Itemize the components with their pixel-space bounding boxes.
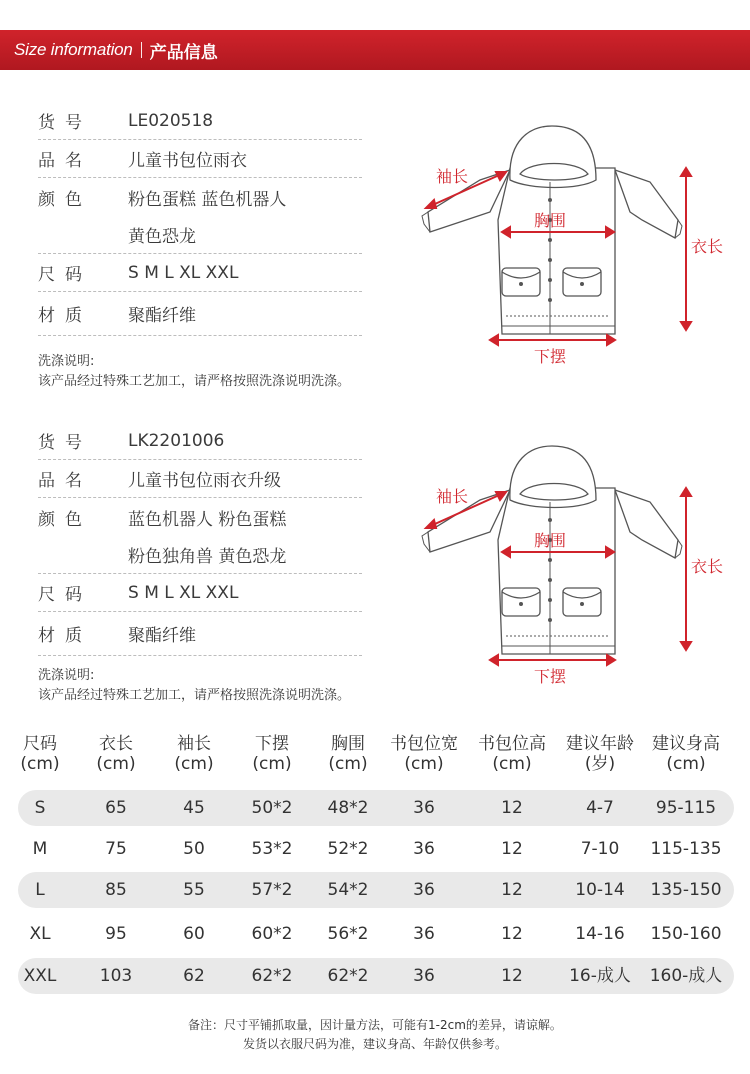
label-hem: 下摆 [534,667,567,686]
table-cell: M [32,839,48,859]
raincoat-diagram-1 [410,120,740,366]
spec-value: 黄色恐龙 [128,227,196,247]
label-hem: 下摆 [534,347,567,366]
spec-key: 材质 [38,306,92,326]
spec-value: 聚酯纤维 [128,306,196,326]
spec-key: 货号 [38,113,92,133]
table-cell: 95 [105,924,127,944]
header-cell: 下摆 (cm) [252,734,292,774]
spec-value: LE020518 [128,110,214,131]
label-chest: 胸围 [534,211,567,230]
header-cell: 尺码 (cm) [20,734,60,774]
label-length: 衣长 [691,237,724,256]
table-cell: 12 [501,924,523,944]
table-cell: 95-115 [655,798,717,818]
header-cell: 书包位高 (cm) [478,734,546,774]
label-chest: 胸围 [534,531,567,550]
header-cell: 建议身高 (cm) [652,734,720,774]
table-cell: 4-7 [586,798,614,818]
spec-key: 货号 [38,433,92,453]
table-cell: 53*2 [251,839,293,859]
spec-key: 品名 [38,151,92,171]
table-cell: 50 [183,839,205,859]
spec-value: S M L XL XXL [128,582,239,603]
table-cell: 135-150 [650,880,722,900]
table-cell: 85 [105,880,127,900]
table-cell: 62*2 [251,966,293,986]
header-cell: 建议年龄 (岁) [566,734,634,774]
table-cell: 62*2 [327,966,369,986]
table-cell: 36 [413,966,435,986]
header-cell: 书包位宽 (cm) [390,734,458,774]
raincoat-diagram-2 [410,440,740,686]
header-cell: 衣长 (cm) [96,734,136,774]
spec-row [38,140,362,178]
table-cell: 60*2 [251,924,293,944]
section-header [0,30,750,70]
table-cell: 62 [183,966,205,986]
product1-wash-note [38,352,350,392]
table-cell: 115-135 [650,839,722,859]
spec-value: 蓝色机器人 粉色蛋糕 [128,509,287,530]
spec-key: 尺码 [38,585,92,605]
spec-key: 材质 [38,626,92,646]
spec-row [38,178,362,216]
spec-row [38,254,362,292]
table-cell: 36 [413,798,435,818]
table-row [18,831,734,867]
table-cell: 14-16 [575,924,625,944]
table-cell: L [35,880,45,900]
spec-row [38,574,362,612]
table-cell: 45 [183,798,205,818]
footer-note-1: 备注：尺寸平铺抓取量，因计量方法，可能有1-2cm的差异，请谅解。 [188,1018,562,1032]
wash-title: 洗涤说明: [38,668,95,683]
table-cell: S [34,798,46,818]
table-cell: 36 [413,839,435,859]
header-cell: 胸围 (cm) [328,734,368,774]
spec-value: 粉色蛋糕 蓝色机器人 [128,189,287,210]
label-length: 衣长 [691,557,724,576]
product2-wash-note [38,666,350,706]
spec-key: 尺码 [38,265,92,285]
header-title-zh: 产品信息 [149,42,218,63]
table-cell: 55 [183,880,205,900]
spec-value: 聚酯纤维 [128,626,196,646]
spec-key: 品名 [38,471,92,491]
table-cell: 54*2 [327,880,369,900]
size-table-header [14,734,738,780]
table-cell: 7-10 [580,839,620,859]
table-cell: 36 [413,924,435,944]
spec-value: S M L XL XXL [128,262,239,283]
table-cell: 75 [105,839,127,859]
table-cell: 48*2 [327,798,369,818]
table-cell: 16-成人 [569,966,631,986]
header-title-en: Size information [14,40,133,59]
spec-row [38,216,362,254]
spec-value: 粉色独角兽 黄色恐龙 [128,547,287,567]
table-cell: 10-14 [575,880,625,900]
table-row [18,958,734,994]
spec-row [38,292,362,336]
table-cell: 36 [413,880,435,900]
spec-row [38,498,362,536]
table-row [18,790,734,826]
spec-row [38,460,362,498]
spec-value: 儿童书包位雨衣 [128,151,247,171]
table-cell: XL [29,924,51,944]
spec-row [38,422,362,460]
spec-key: 颜色 [38,189,92,210]
label-sleeve: 袖长 [436,167,469,186]
table-cell: 150-160 [650,924,722,944]
spec-row [38,102,362,140]
table-cell: 12 [501,798,523,818]
table-cell: 52*2 [327,839,369,859]
footer-note-2: 发货以衣服尺码为准，建议身高、年龄仅供参考。 [242,1037,507,1051]
table-cell: 56*2 [327,924,369,944]
table-cell: 12 [501,966,523,986]
spec-row [38,612,362,656]
wash-title: 洗涤说明: [38,354,95,369]
table-cell: 50*2 [251,798,293,818]
table-cell: 12 [501,880,523,900]
table-cell: XXL [23,966,57,986]
table-cell: 65 [105,798,127,818]
wash-text: 该产品经过特殊工艺加工，请严格按照洗涤说明洗涤。 [38,374,351,389]
wash-text: 该产品经过特殊工艺加工，请严格按照洗涤说明洗涤。 [38,688,351,703]
header-cell: 袖长 (cm) [174,734,214,774]
table-row [18,872,734,908]
spec-key: 颜色 [38,509,92,530]
label-sleeve: 袖长 [436,487,469,506]
spec-row [38,536,362,574]
table-cell: 12 [501,839,523,859]
table-cell: 57*2 [251,880,293,900]
spec-value: 儿童书包位雨衣升级 [128,471,281,491]
table-cell: 103 [99,966,133,986]
table-row [18,916,734,952]
spec-value: LK2201006 [128,430,225,451]
table-cell: 60 [183,924,205,944]
table-cell: 160-成人 [649,966,723,986]
header-divider [141,42,142,58]
